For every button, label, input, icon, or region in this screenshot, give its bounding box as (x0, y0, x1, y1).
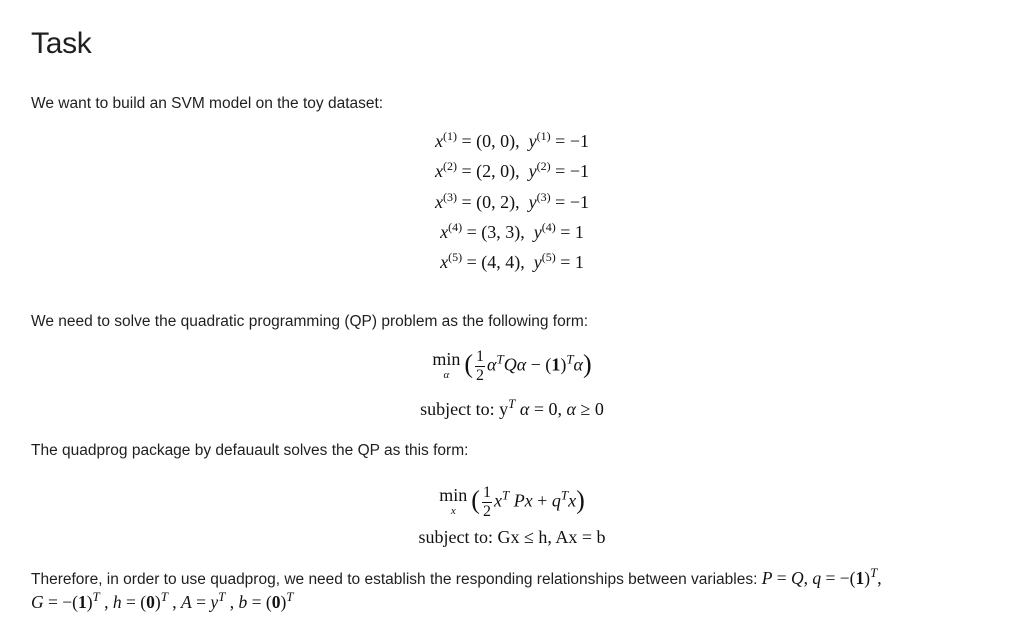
qp-objective-equation: min α ( $\frac{1}{2}$ $\alpha^TQ\alpha - (1)^T\alpha$) (432, 348, 592, 384)
page-title: Task (31, 27, 92, 60)
intro-text: We want to build an SVM model on the toy dataset: (31, 95, 384, 112)
conclusion-line-2 (31, 589, 294, 613)
x-value: (0, 2) (476, 192, 516, 212)
y-value: 1 (574, 222, 584, 242)
x-index: (5) (448, 250, 463, 264)
conclusion-text: Therefore, in order to use quadprog, we need to establish the responding relationships between variables: (31, 571, 758, 588)
y-value: −1 (569, 161, 589, 181)
x-index: (3) (443, 190, 458, 204)
y-index: (1) (536, 129, 551, 143)
dataset-row: $x^{(4)} = (3$, 3), $y^{(4)} = 1$ (440, 220, 584, 242)
mapping-g-h-a-b: $G = -(1)^T$ , $h = (0)^T$ , $A = y^T$ , $b = (0)^T$ (31, 589, 294, 612)
x-index: (4) (448, 220, 463, 234)
quadprog-constraint-equation: subject to: Gx ≤ h, Ax = b (418, 527, 606, 547)
y-value: −1 (569, 192, 589, 212)
y-index: (3) (536, 190, 551, 204)
dataset-row: $x^{(5)} = (4$, 4), $y^{(5)} = 1$ (440, 250, 584, 272)
min-operator: min α (432, 348, 461, 381)
y-index: (2) (536, 159, 551, 173)
qp-intro-text: We need to solve the quadratic programming (QP) problem as the following form: (31, 313, 589, 330)
dataset-row: $x^{(3)} = (0$, 2), $y^{(3)} = -1$ (435, 190, 589, 212)
x-value: (0, 0) (476, 131, 516, 151)
mapping-p-q: P = Q, $q = -(1)^T$, (761, 565, 882, 588)
y-value: −1 (569, 131, 589, 151)
x-value: (2, 0) (476, 161, 516, 181)
x-index: (2) (443, 159, 458, 173)
dataset-row: $x^{(1)} = (0$, 0), $y^{(1)} = -1$ (435, 129, 589, 151)
x-value: (3, 3) (481, 222, 521, 242)
quadprog-intro-text: The quadprog package by defauault solves the QP as this form: (31, 442, 469, 459)
qp-constraint-label: subject to: y (420, 399, 509, 419)
x-value: (4, 4) (481, 252, 521, 272)
qp-constraint-equation: subject to: $y^T$ α = 0, α ≥ 0 (420, 396, 604, 419)
conclusion-line-1 (31, 565, 882, 589)
y-index: (5) (541, 250, 556, 264)
dataset-row: $x^{(2)} = (2$, 0), $y^{(2)} = -1$ (435, 159, 589, 181)
y-index: (4) (541, 220, 556, 234)
x-index: (1) (443, 129, 458, 143)
min-operator: min x (439, 484, 468, 517)
quadprog-objective-equation: min x ( $\frac{1}{2}$ $x^T$ $Px + q^Tx$) (439, 484, 585, 520)
y-value: 1 (574, 252, 584, 272)
